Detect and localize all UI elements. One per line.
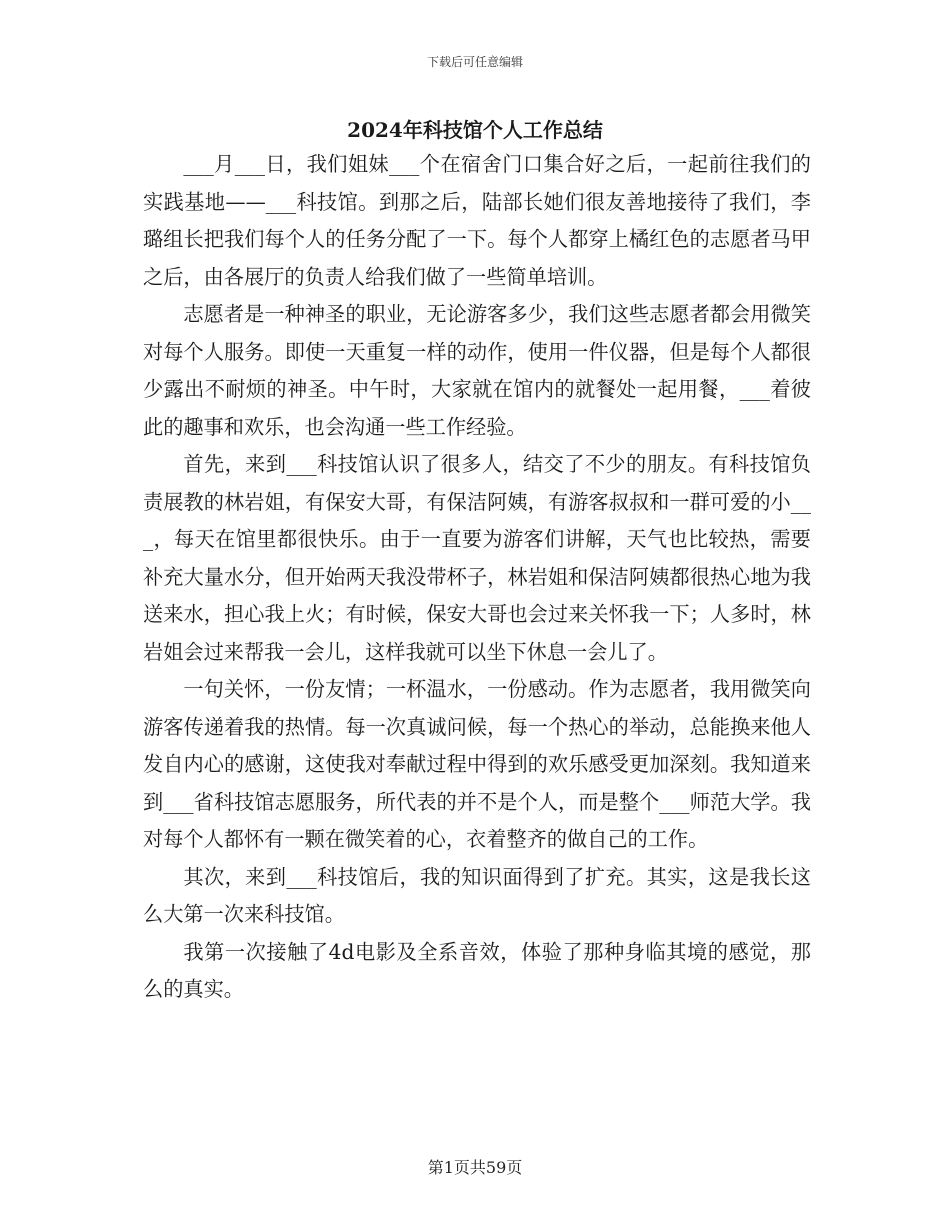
paragraph-6: 我第一次接触了4d电影及全系音效，体验了那种身临其境的感觉，那么的真实。 <box>143 939 811 1001</box>
page-number: 第1页共59页 <box>427 1158 523 1177</box>
paragraph-4: 一句关怀，一份友情；一杯温水，一份感动。作为志愿者，我用微笑向游客传递着我的热情。每一次真诚问候，每一个热心的举动，总能换来他人发自内心的感谢，这使我对奉献过程中得到的欢乐感受更加深刻。我知道来到___省科技馆志愿服务，所代表的并不是个人，而是整个___师范大学。我对每个人都怀有一颗在微笑着的心，衣着整齐的做自己的工作。 <box>143 677 811 851</box>
paragraph-3: 首先，来到___科技馆认识了很多人，结交了不少的朋友。有科技馆负责展教的林岩姐，有保安大哥，有保洁阿姨，有游客叔叔和一群可爱的小___，每天在馆里都很快乐。由于一直要为游客们讲解，天气也比较热，需要补充大量水分，但开始两天我没带杯子，林岩姐和保洁阿姨都很热心地为我送来水，担心我上火；有时候，保安大哥也会过来关怀我一下；人多时，林岩姐会过来帮我一会儿，这样我就可以坐下休息一会儿了。 <box>143 452 811 664</box>
paragraph-2: 志愿者是一种神圣的职业，无论游客多少，我们这些志愿者都会用微笑对每个人服务。即使一天重复一样的动作，使用一件仪器，但是每个人都很少露出不耐烦的神圣。中午时，大家就在馆内的就餐处一起用餐，___着彼此的趣事和欢乐，也会沟通一些工作经验。 <box>143 302 811 439</box>
document-title: 2024年科技馆个人工作总结 <box>347 118 603 142</box>
page-header-note: 下载后可任意编辑 <box>426 55 523 69</box>
paragraph-5: 其次，来到___科技馆后，我的知识面得到了扩充。其实，这是我长这么大第一次来科技馆。 <box>143 864 811 926</box>
paragraph-1: ___月___日，我们姐妹___个在宿舍门口集合好之后，一起前往我们的实践基地——___科技馆。到那之后，陆部长她们很友善地接待了我们，李璐组长把我们每个人的任务分配了一下。每个人都穿上橘红色的志愿者马甲之后，由各展厅的负责人给我们做了一些简单培训。 <box>143 152 811 289</box>
document-body <box>143 146 811 1009</box>
